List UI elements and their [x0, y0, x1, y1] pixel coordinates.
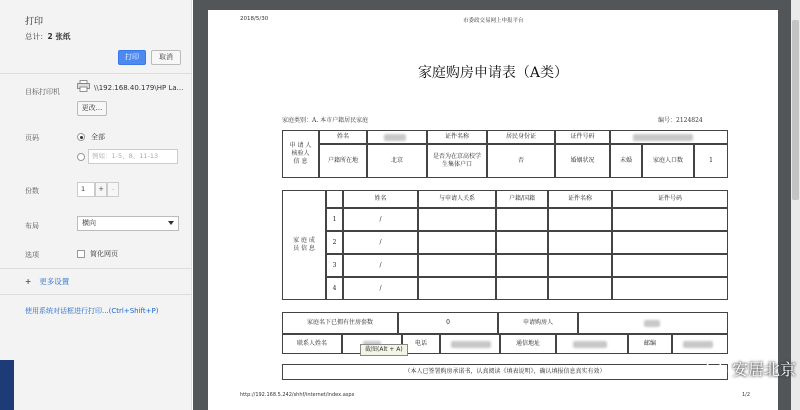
member-row-relation — [418, 231, 496, 254]
layout-select[interactable] — [77, 216, 179, 231]
member-row-name: / — [343, 277, 418, 300]
divider — [0, 73, 192, 74]
member-row-relation — [418, 254, 496, 277]
member-row-cert-no — [612, 208, 728, 231]
housing-count-value: 0 — [398, 312, 498, 334]
destination-label: 目标打印机 — [25, 88, 60, 96]
cancel-button[interactable]: 取消 — [151, 50, 181, 65]
member-row-name: / — [343, 254, 418, 277]
pages-label: 页码 — [25, 134, 39, 142]
contact-name-label: 联系人姓名 — [282, 334, 342, 354]
divider — [0, 268, 192, 269]
preview-page — [208, 10, 778, 410]
printer-name: \\192.168.40.179\HP La... — [94, 84, 184, 92]
member-row-cert-no — [612, 231, 728, 254]
simplify-page-checkbox[interactable] — [77, 250, 85, 258]
member-row-cert-name — [548, 277, 612, 300]
members-header-name: 姓名 — [343, 190, 418, 208]
redacted-phone — [451, 341, 491, 348]
member-row-nationality — [496, 208, 548, 231]
header-site: 市委政交易网上申报平台 — [463, 18, 524, 24]
cert-name-value: 居民身份证 — [487, 130, 555, 144]
member-row-cert-name — [548, 254, 612, 277]
member-row-name: / — [343, 231, 418, 254]
layout-value: 横向 — [82, 219, 96, 227]
member-row-relation — [418, 208, 496, 231]
member-row-cert-name — [548, 208, 612, 231]
redacted-postcode — [683, 341, 713, 348]
total-label: 总计： — [25, 32, 48, 41]
applicant-section-label: 申 请 人 核验人 信 息 — [282, 130, 319, 178]
wechat-icon — [706, 360, 728, 378]
simplify-page-label: 简化网页 — [90, 250, 118, 258]
member-row-name: / — [343, 208, 418, 231]
screenshot-tooltip: 截图(Alt + A) — [360, 344, 408, 356]
members-header-cert-name: 证件名称 — [548, 190, 612, 208]
cert-no-label: 证件号码 — [555, 130, 610, 144]
print-preview[interactable] — [193, 0, 800, 410]
layout-label: 布局 — [25, 222, 39, 230]
members-header-cert-no: 证件号码 — [612, 190, 728, 208]
family-count-label: 家庭人口数 — [642, 144, 694, 178]
members-header-nationality: 户籍/国籍 — [496, 190, 548, 208]
members-index-header — [326, 190, 343, 208]
copies-minus-button[interactable]: – — [107, 182, 119, 197]
marital-label: 婚姻状况 — [555, 144, 610, 178]
phone-label: 电话 — [402, 334, 440, 354]
pages-custom-radio[interactable] — [77, 153, 85, 161]
printer-icon — [77, 80, 90, 92]
member-row-index: 4 — [326, 277, 343, 300]
buyer-value — [578, 312, 728, 334]
member-row-cert-name — [548, 231, 612, 254]
redacted-name — [384, 134, 406, 141]
members-section-label: 家 庭 成 员 信 息 — [282, 190, 326, 300]
hukou-label: 户籍所在地 — [319, 144, 367, 178]
redacted-address — [573, 341, 607, 348]
housing-count-label: 家庭名下已拥有住房套数 — [282, 312, 398, 334]
name-label: 姓名 — [319, 130, 367, 144]
form-number: 编号：2124824 — [658, 117, 703, 124]
college-value: 否 — [487, 144, 555, 178]
plus-icon: + — [25, 277, 32, 286]
print-settings-panel — [0, 0, 192, 410]
family-category: 家庭类别：A. 本市户籍居民家庭 — [282, 117, 369, 124]
address-label: 通信地址 — [500, 334, 556, 354]
name-value — [367, 130, 427, 144]
member-row-cert-no — [612, 277, 728, 300]
footer-page-number: 1/2 — [742, 392, 751, 398]
copies-input[interactable]: 1 — [77, 182, 95, 197]
members-header-relation: 与申请人关系 — [418, 190, 496, 208]
phone-value — [440, 334, 500, 354]
promise-statement: （本人已签署购房承诺书，认真阅读《填表说明》，确认填报信息真实有效） — [282, 364, 728, 380]
divider — [0, 294, 192, 295]
college-label: 是否为在京高校学生集体户口 — [427, 144, 487, 178]
chevron-down-icon — [168, 221, 174, 225]
system-dialog-link[interactable]: 使用系统对话框进行打印...(Ctrl+Shift+P) — [25, 307, 159, 315]
pages-all-label: 全部 — [91, 133, 105, 141]
member-row-cert-no — [612, 254, 728, 277]
address-value — [556, 334, 628, 354]
total-value: 2 张纸 — [47, 32, 71, 41]
member-row-nationality — [496, 231, 548, 254]
footer-url: http://192.168.5.242/shhf/internet/index.aspx — [240, 392, 355, 398]
preview-scrollbar[interactable] — [791, 0, 800, 410]
postcode-value — [672, 334, 728, 354]
cert-name-label: 证件名称 — [427, 130, 487, 144]
member-row-nationality — [496, 277, 548, 300]
pages-all-radio[interactable] — [77, 133, 85, 141]
member-row-relation — [418, 277, 496, 300]
print-button[interactable]: 打印 — [118, 50, 146, 65]
marital-value: 未婚 — [610, 144, 642, 178]
pages-range-input[interactable]: 例如：1-5、8、11-13 — [88, 149, 178, 164]
options-label: 选项 — [25, 251, 39, 259]
document-title: 家庭购房申请表（A类） — [417, 65, 569, 81]
copies-plus-button[interactable]: + — [95, 182, 107, 197]
buyer-label: 申请购房人 — [498, 312, 578, 334]
redacted-buyer — [644, 320, 660, 327]
postcode-label: 邮编 — [628, 334, 672, 354]
redacted-id — [633, 134, 693, 141]
change-printer-button[interactable]: 更改... — [77, 101, 107, 116]
copies-label: 份数 — [25, 187, 39, 195]
more-settings-label: 更多设置 — [39, 277, 70, 286]
watermark — [706, 357, 796, 380]
hukou-value: 北京 — [367, 144, 427, 178]
watermark-text: 安居北京 — [731, 360, 796, 379]
member-row-nationality — [496, 254, 548, 277]
total-sheets — [25, 31, 70, 42]
cert-no-value — [610, 130, 728, 144]
family-count-value: 1 — [694, 144, 728, 178]
scrollbar-thumb[interactable] — [792, 20, 799, 200]
more-settings-link[interactable] — [25, 276, 69, 287]
dialog-title: 打印 — [25, 17, 44, 27]
header-date: 2018/5/30 — [240, 16, 269, 22]
member-row-index: 1 — [326, 208, 343, 231]
member-row-index: 3 — [326, 254, 343, 277]
background-window-edge — [0, 360, 14, 410]
member-row-index: 2 — [326, 231, 343, 254]
